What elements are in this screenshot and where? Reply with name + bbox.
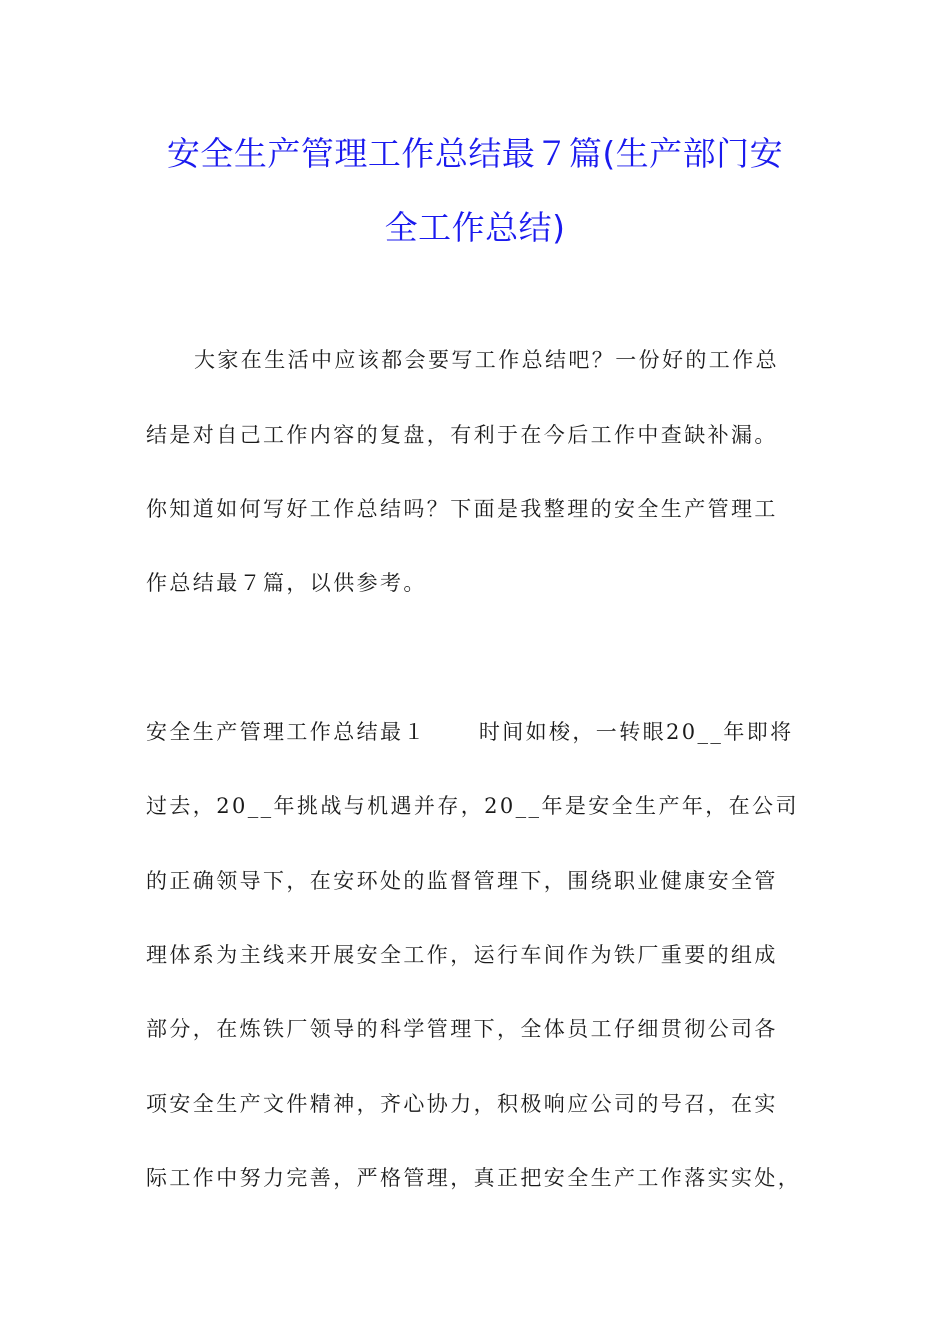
intro-line-1: 大家在生活中应该都会要写工作总结吧？一份好的工作总 (194, 348, 779, 372)
intro-line-3: 你知道如何写好工作总结吗？下面是我整理的安全生产管理工 (146, 497, 778, 521)
section-1-first-line (146, 717, 794, 747)
section-1-line-7: 际工作中努力完善，严格管理，真正把安全生产工作落实实处， (146, 1166, 802, 1190)
section-1-line-4: 理体系为主线来开展安全工作，运行车间作为铁厂重要的组成 (146, 943, 778, 967)
section-1-heading: 安全生产管理工作总结最１ (146, 720, 427, 744)
section-1-text-start: 时间如梭，一转眼20__年即将 (478, 720, 794, 744)
section-1-line-3: 的正确领导下，在安环处的监督管理下，围绕职业健康安全管 (146, 869, 778, 893)
intro-line-4: 作总结最７篇，以供参考。 (146, 571, 427, 595)
section-1-line-6: 项安全生产文件精神，齐心协力，积极响应公司的号召，在实 (146, 1092, 778, 1116)
section-1-line-2: 过去，20__年挑战与机遇并存，20__年是安全生产年，在公司 (146, 794, 799, 818)
intro-line-2: 结是对自己工作内容的复盘，有利于在今后工作中查缺补漏。 (146, 423, 778, 447)
document-title-line-2: 全工作总结) (384, 208, 566, 247)
document-title-line-1: 安全生产管理工作总结最７篇(生产部门安 (166, 134, 784, 173)
section-1-line-5: 部分，在炼铁厂领导的科学管理下，全体员工仔细贯彻公司各 (146, 1017, 778, 1041)
